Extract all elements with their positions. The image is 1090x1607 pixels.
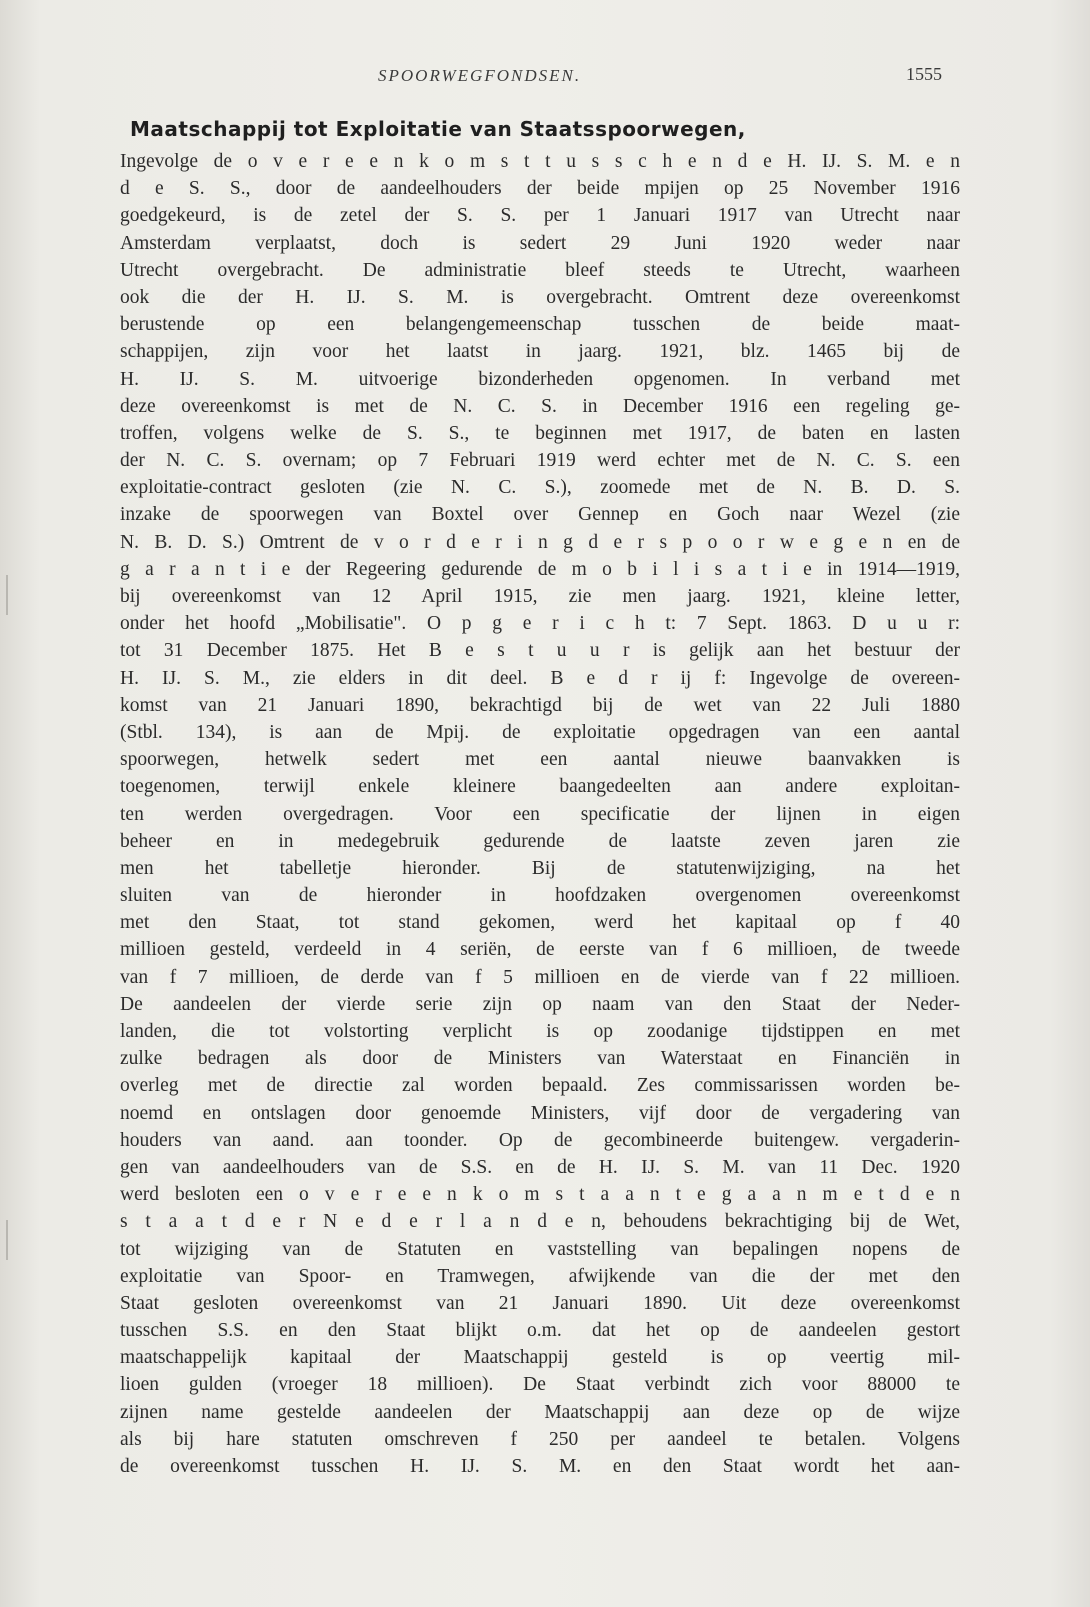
running-head: SPOORWEGFONDSEN. — [378, 66, 582, 85]
text-line: komst van 21 Januari 1890, bekrachtigd bij de wet van 22 Juli 1880 — [120, 694, 960, 716]
text-line: houders van aand. aan toonder. Op de gecombineerde buitengew. vergaderin- — [120, 1129, 960, 1151]
text-line: De aandeelen der vierde serie zijn op naam van den Staat der Neder- — [120, 993, 960, 1015]
text-line: d e S. S., door de aandeelhouders der beide mpijen op 25 November 1916 — [120, 178, 960, 200]
text-line: van f 7 millioen, de derde van f 5 millioen en de vierde van f 22 millioen. — [120, 966, 960, 988]
text-line: s t a a t d e r N e d e r l a n d e n, behoudens bekrachtiging bij de Wet, — [120, 1211, 960, 1233]
text-line: berustende op een belangengemeenschap tusschen de beide maat- — [120, 314, 960, 336]
text-line: toegenomen, terwijl enkele kleinere baangedeelten aan andere exploitan- — [120, 776, 960, 798]
text-line: overleg met de directie zal worden bepaald. Zes commissarissen worden be- — [120, 1075, 960, 1097]
text-line: ten werden overgedragen. Voor een specificatie der lijnen in eigen — [120, 803, 960, 825]
text-line: spoorwegen, hetwelk sedert met een aantal nieuwe baanvakken is — [120, 749, 960, 771]
text-line: beheer en in medegebruik gedurende de laatste zeven jaren zie — [120, 830, 960, 852]
text-line: sluiten van de hieronder in hoofdzaken overgenomen overeenkomst — [120, 885, 960, 907]
text-line: H. IJ. S. M., zie elders in dit deel. B e d r ij f: Ingevolge de overeen- — [120, 667, 960, 689]
text-line: gen van aandeelhouders van de S.S. en de H. IJ. S. M. van 11 Dec. 1920 — [120, 1156, 960, 1178]
text-line: g a r a n t i e der Regeering gedurende de m o b i l i s a t i e in 1914—1919, — [120, 558, 960, 580]
text-line: deze overeenkomst is met de N. C. S. in December 1916 een regeling ge- — [120, 395, 960, 417]
text-line: inzake de spoorwegen van Boxtel over Gennep en Goch naar Wezel (zie — [120, 504, 960, 526]
text-line: tot wijziging van de Statuten en vaststelling van bepalingen nopens de — [120, 1238, 960, 1260]
text-line: lioen gulden (vroeger 18 millioen). De Staat verbindt zich voor 88000 te — [120, 1374, 960, 1396]
text-line: met den Staat, tot stand gekomen, werd het kapitaal op f 40 — [120, 912, 960, 934]
text-line: bij overeenkomst van 12 April 1915, zie men jaarg. 1921, kleine letter, — [120, 586, 960, 607]
body-text — [120, 148, 960, 1480]
text-line: onder het hoofd „Mobilisatie". O p g e r i c h t: 7 Sept. 1863. D u u r: — [120, 613, 960, 635]
text-line: Amsterdam verplaatst, doch is sedert 29 Juni 1920 weder naar — [120, 232, 960, 254]
text-line: exploitatie-contract gesloten (zie N. C. S.), zoomede met de N. B. D. S. — [120, 477, 960, 499]
text-line: zijnen name gestelde aandeelen der Maatschappij aan deze op de wijze — [120, 1401, 960, 1423]
text-line: maatschappelijk kapitaal der Maatschappij gesteld is op veertig mil- — [120, 1347, 960, 1369]
text-line: N. B. D. S.) Omtrent de v o r d e r i n g d e r s p o o r w e g e n en de — [120, 531, 960, 553]
text-line: als bij hare statuten omschreven f 250 per aandeel te betalen. Volgens — [120, 1428, 960, 1450]
scan-edge-mark — [6, 575, 8, 615]
text-line: Staat gesloten overeenkomst van 21 Januari 1890. Uit deze overeenkomst — [120, 1292, 960, 1314]
text-line: der N. C. S. overnam; op 7 Februari 1919 werd echter met de N. C. S. een — [120, 450, 960, 472]
scan-edge-mark — [6, 1220, 8, 1260]
text-line: noemd en ontslagen door genoemde Ministers, vijf door de vergadering van — [120, 1102, 960, 1124]
text-line: Ingevolge de o v e r e e n k o m s t t u s s c h e n d e H. IJ. S. M. e n — [120, 151, 960, 172]
text-line: troffen, volgens welke de S. S., te beginnen met 1917, de baten en lasten — [120, 422, 960, 444]
text-line: men het tabelletje hieronder. Bij de statutenwijziging, na het — [120, 857, 960, 879]
text-line: exploitatie van Spoor- en Tramwegen, afwijkende van die der met den — [120, 1265, 960, 1287]
text-line: H. IJ. S. M. uitvoerige bizonderheden opgenomen. In verband met — [120, 368, 960, 390]
text-line: ook die der H. IJ. S. M. is overgebracht. Omtrent deze overeenkomst — [120, 286, 960, 308]
text-line: Utrecht overgebracht. De administratie bleef steeds te Utrecht, waarheen — [120, 259, 960, 281]
page-number: 1555 — [906, 64, 942, 84]
text-line: (Stbl. 134), is aan de Mpij. de exploitatie opgedragen van een aantal — [120, 721, 960, 743]
text-line: tusschen S.S. en den Staat blijkt o.m. dat het op de aandeelen gestort — [120, 1320, 960, 1342]
text-line: millioen gesteld, verdeeld in 4 seriën, de eerste van f 6 millioen, de tweede — [120, 939, 960, 961]
section-title: Maatschappij tot Exploitatie van Staatsspoorwegen, — [130, 117, 746, 141]
text-line: werd besloten een o v e r e e n k o m s t a a n t e g a a n m e t d e n — [120, 1184, 960, 1206]
text-line: zulke bedragen als door de Ministers van Waterstaat en Financiën in — [120, 1048, 960, 1070]
text-line: de overeenkomst tusschen H. IJ. S. M. en den Staat wordt het aan- — [120, 1456, 960, 1477]
text-line: goedgekeurd, is de zetel der S. S. per 1 Januari 1917 van Utrecht naar — [120, 205, 960, 227]
text-line: tot 31 December 1875. Het B e s t u u r is gelijk aan het bestuur der — [120, 640, 960, 662]
text-line: landen, die tot volstorting verplicht is op zoodanige tijdstippen en met — [120, 1021, 960, 1042]
text-line: schappijen, zijn voor het laatst in jaarg. 1921, blz. 1465 bij de — [120, 341, 960, 363]
